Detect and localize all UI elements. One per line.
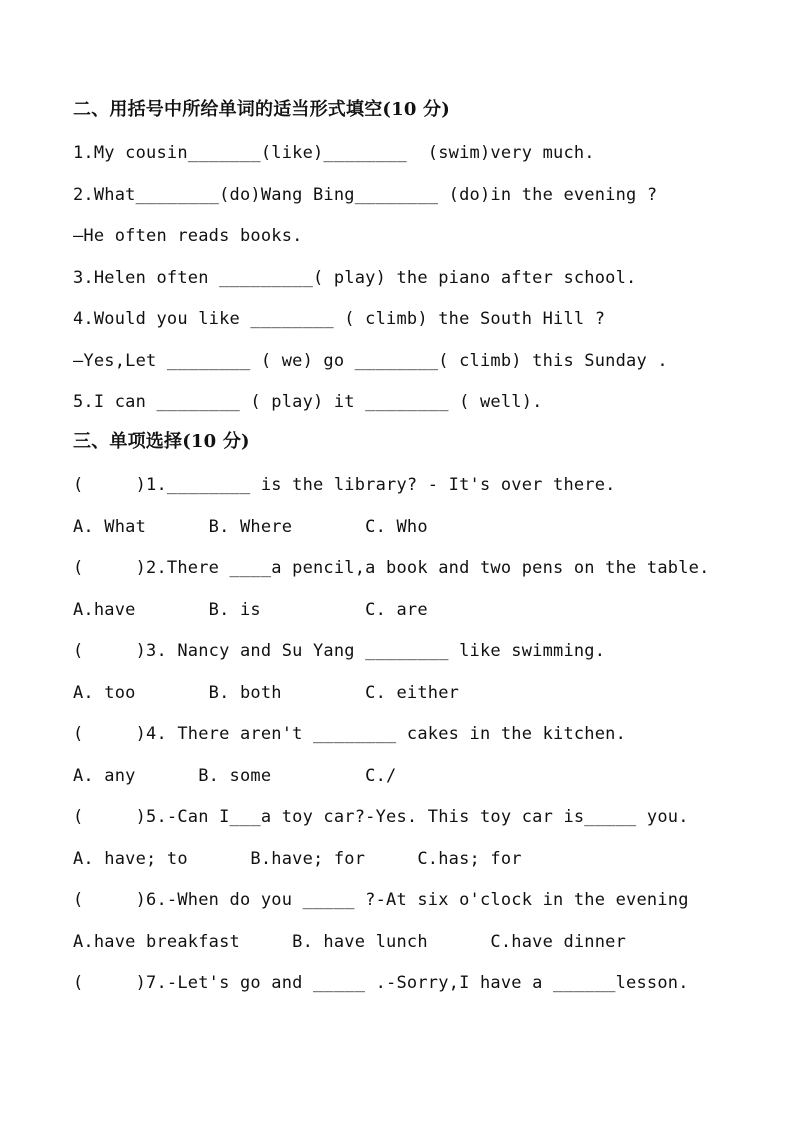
section3-question-5: ( )5.-Can I___a toy car?-Yes. This toy car is_____ you. bbox=[73, 807, 689, 827]
section3-options-6: A.have breakfast B. have lunch C.have dinner bbox=[73, 932, 627, 952]
section3-heading: 三、单项选择(10 分) bbox=[73, 431, 250, 452]
section2-heading: 二、用括号中所给单词的适当形式填空(10 分) bbox=[73, 99, 450, 120]
section3-question-7: ( )7.-Let's go and _____ .-Sorry,I have a ______lesson. bbox=[73, 973, 689, 993]
section2-question-3: 3.Helen often _________( play) the piano after school. bbox=[73, 268, 637, 288]
section2-question-1: 1.My cousin_______(like)________ (swim)very much. bbox=[73, 143, 595, 163]
section3-options-5: A. have; to B.have; for C.has; for bbox=[73, 849, 522, 869]
section2-answer-2: —He often reads books. bbox=[73, 226, 303, 246]
section3-question-6: ( )6.-When do you _____ ?-At six o'clock in the evening bbox=[73, 890, 689, 910]
section2-question-4: 4.Would you like ________ ( climb) the South Hill ? bbox=[73, 309, 606, 329]
section2-answer-4: —Yes,Let ________ ( we) go ________( climb) this Sunday . bbox=[73, 351, 668, 371]
section3-options-2: A.have B. is C. are bbox=[73, 600, 428, 620]
section3-question-3: ( )3. Nancy and Su Yang ________ like swimming. bbox=[73, 641, 606, 661]
section3-question-4: ( )4. There aren't ________ cakes in the kitchen. bbox=[73, 724, 627, 744]
section2-question-5: 5.I can ________ ( play) it ________ ( well). bbox=[73, 392, 543, 412]
section3-question-2: ( )2.There ____a pencil,a book and two pens on the table. bbox=[73, 558, 710, 578]
section2-question-2: 2.What________(do)Wang Bing________ (do)in the evening ? bbox=[73, 185, 658, 205]
section3-options-4: A. any B. some C./ bbox=[73, 766, 397, 786]
section3-options-1: A. What B. Where C. Who bbox=[73, 517, 428, 537]
section3-question-1: ( )1.________ is the library? - It's over there. bbox=[73, 475, 616, 495]
section3-options-3: A. too B. both C. either bbox=[73, 683, 460, 703]
